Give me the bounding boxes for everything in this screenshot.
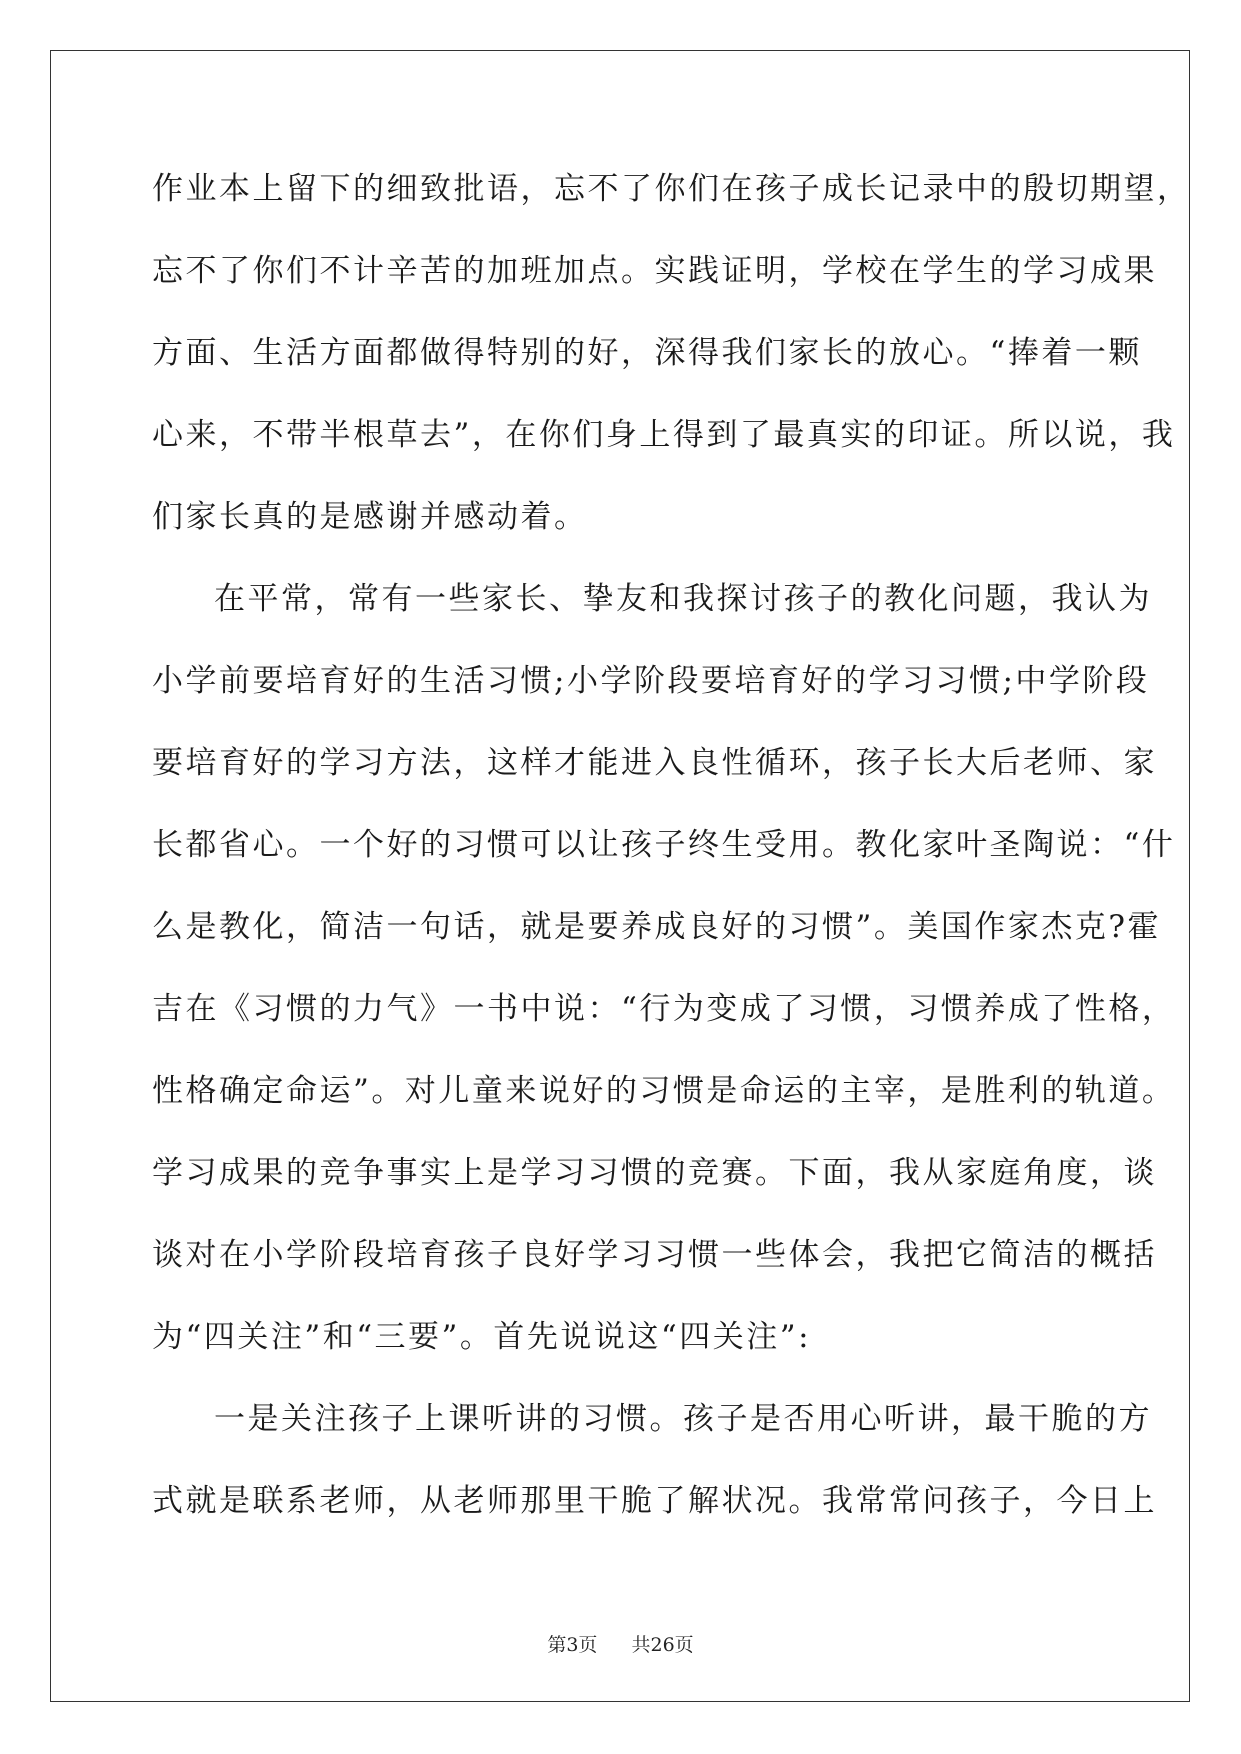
paragraph-first-line: 在平常，常有一些家长、挚友和我探讨孩子的教化问题，我认为 (214, 581, 1152, 617)
text-line: 长都省心。一个好的习惯可以让孩子终生受用。教化家叶圣陶说：“什 (152, 827, 1176, 863)
text-line: 小学前要培育好的生活习惯;小学阶段要培育好的学习习惯;中学阶段 (152, 663, 1150, 699)
text-line: 们家长真的是感谢并感动着。 (152, 499, 588, 535)
text-line: 作业本上留下的细致批语，忘不了你们在孩子成长记录中的殷切期望， (152, 171, 1191, 207)
document-body (152, 148, 1191, 1542)
page-footer (0, 1630, 1241, 1657)
text-line: 谈对在小学阶段培育孩子良好学习习惯一些体会，我把它简洁的概括 (152, 1237, 1157, 1273)
text-line: 心来，不带半根草去”，在你们身上得到了最真实的印证。所以说，我 (152, 417, 1176, 453)
paragraph-first-line: 一是关注孩子上课听讲的习惯。孩子是否用心听讲，最干脆的方 (214, 1401, 1152, 1437)
text-line: 性格确定命运”。对儿童来说好的习惯是命运的主宰，是胜利的轨道。 (152, 1073, 1176, 1109)
page-total: 共26页 (631, 1634, 694, 1656)
text-line: 方面、生活方面都做得特别的好，深得我们家长的放心。“捧着一颗 (152, 335, 1142, 371)
text-line: 要培育好的学习方法，这样才能进入良性循环，孩子长大后老师、家 (152, 745, 1157, 781)
text-line: 么是教化，简洁一句话，就是要养成良好的习惯”。美国作家杰克?霍 (152, 909, 1161, 945)
page-number: 第3页 (547, 1634, 598, 1656)
text-line: 吉在《习惯的力气》一书中说：“行为变成了习惯，习惯养成了性格， (152, 991, 1176, 1027)
text-line: 式就是联系老师，从老师那里干脆了解状况。我常常问孩子，今日上 (152, 1483, 1157, 1519)
text-line: 忘不了你们不计辛苦的加班加点。实践证明，学校在学生的学习成果 (152, 253, 1157, 289)
text-line: 学习成果的竞争事实上是学习习惯的竞赛。下面，我从家庭角度，谈 (152, 1155, 1157, 1191)
text-line: 为“四关注”和“三要”。首先说说这“四关注”: (152, 1319, 812, 1355)
